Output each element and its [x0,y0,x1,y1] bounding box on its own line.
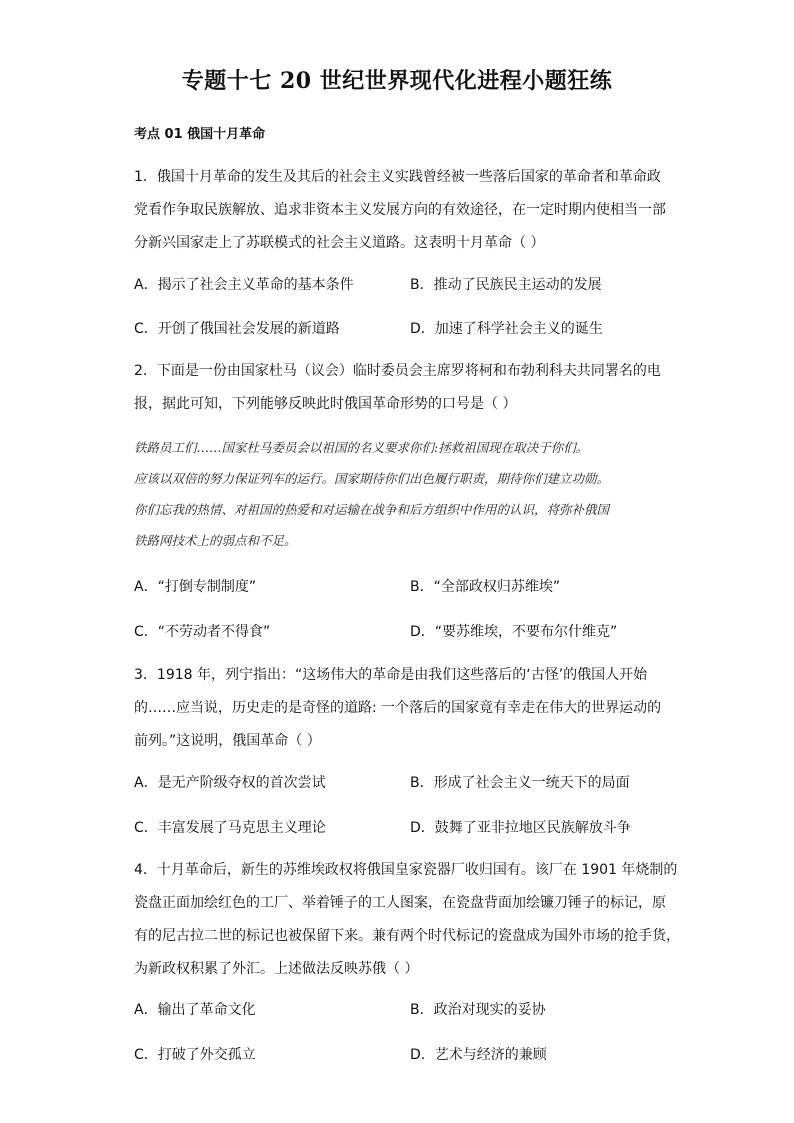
question-2-option-b[interactable]: B．“全部政权归苏维埃” [410,579,561,595]
question-2-quote [134,432,664,556]
question-1-option-c[interactable]: C．开创了俄国社会发展的新道路 [134,321,340,337]
question-line: 前列。”这说明，俄国革命（ ） [134,733,321,749]
question-line: 为新政权积累了外汇。上述做法反映苏俄（ ） [134,961,419,977]
question-4-option-c[interactable]: C．打破了外交孤立 [134,1047,256,1063]
question-3-stem [134,659,664,758]
question-1-option-d[interactable]: D．加速了科学社会主义的诞生 [410,321,603,337]
page-title: 专题十七 20 世纪世界现代化进程小题狂练 [181,68,613,94]
question-line: 有的尼古拉二世的标记也被保留下来。兼有两个时代标记的瓷盘成为国外市场的抢手货， [134,928,680,944]
question-2-option-c[interactable]: C．“不劳动者不得食” [134,624,271,640]
question-line: 瓷盘正面加绘红色的工厂、举着锤子的工人图案，在瓷盘背面加绘镰刀锤子的标记，原 [134,895,666,911]
question-line: 2．下面是一份由国家杜马（议会）临时委员会主席罗将柯和布勃利科夫共同署名的电 [134,363,661,379]
quote-line: 铁路网技术上的弱点和不足。 [134,533,297,548]
question-line: 4．十月革命后，新生的苏维埃政权将俄国皇家瓷器厂收归国有。该厂在 1901 年烧制的 [134,862,678,878]
question-4-option-a[interactable]: A．输出了革命文化 [134,1002,256,1018]
question-2-stem [134,355,664,421]
question-4-stem [134,854,680,986]
question-3-option-a[interactable]: A．是无产阶级夺权的首次尝试 [134,775,326,791]
question-4-option-d[interactable]: D．艺术与经济的兼顾 [410,1047,547,1063]
question-line: 1．俄国十月革命的发生及其后的社会主义实践曾经被一些落后国家的革命者和革命政 [134,169,661,185]
question-line: 的……应当说，历史走的是奇怪的道路: 一个落后的国家竟有幸走在伟大的世界运动的 [134,700,662,716]
question-3-option-b[interactable]: B．形成了社会主义一统天下的局面 [410,775,630,791]
question-2-option-a[interactable]: A．“打倒专制制度” [134,579,257,595]
question-1-option-b[interactable]: B．推动了民族民主运动的发展 [410,277,602,293]
question-1-stem [134,161,664,260]
question-2-option-d[interactable]: D．“要苏维埃，不要布尔什维克” [410,624,618,640]
quote-line: 铁路员工们……国家杜马委员会以祖国的名义要求你们:拯救祖国现在取决于你们。 [134,440,589,455]
question-3-option-d[interactable]: D．鼓舞了亚非拉地区民族解放斗争 [410,820,631,836]
question-line: 党看作争取民族解放、追求非资本主义发展方向的有效途径，在一定时期内使相当一部 [134,202,666,218]
question-line: 分新兴国家走上了苏联模式的社会主义道路。这表明十月革命（ ） [134,235,545,251]
question-line: 3．1918 年，列宁指出：“这场伟大的革命是由我们这些落后的‘古怪’的俄国人开始 [134,667,648,683]
question-1-option-a[interactable]: A．揭示了社会主义革命的基本条件 [134,277,354,293]
section-heading: 考点 01 俄国十月革命 [134,127,266,142]
quote-line: 你们忘我的热情、对祖国的热爱和对运输在战争和后方组织中作用的认识，将弥补俄国 [134,502,610,517]
question-3-option-c[interactable]: C．丰富发展了马克思主义理论 [134,820,326,836]
question-line: 报，据此可知，下列能够反映此时俄国革命形势的口号是（ ） [134,396,517,412]
quote-line: 应该以双倍的努力保证列车的运行。国家期待你们出色履行职责，期待你们建立功勋。 [134,471,610,486]
question-4-option-b[interactable]: B．政治对现实的妥协 [410,1002,546,1018]
